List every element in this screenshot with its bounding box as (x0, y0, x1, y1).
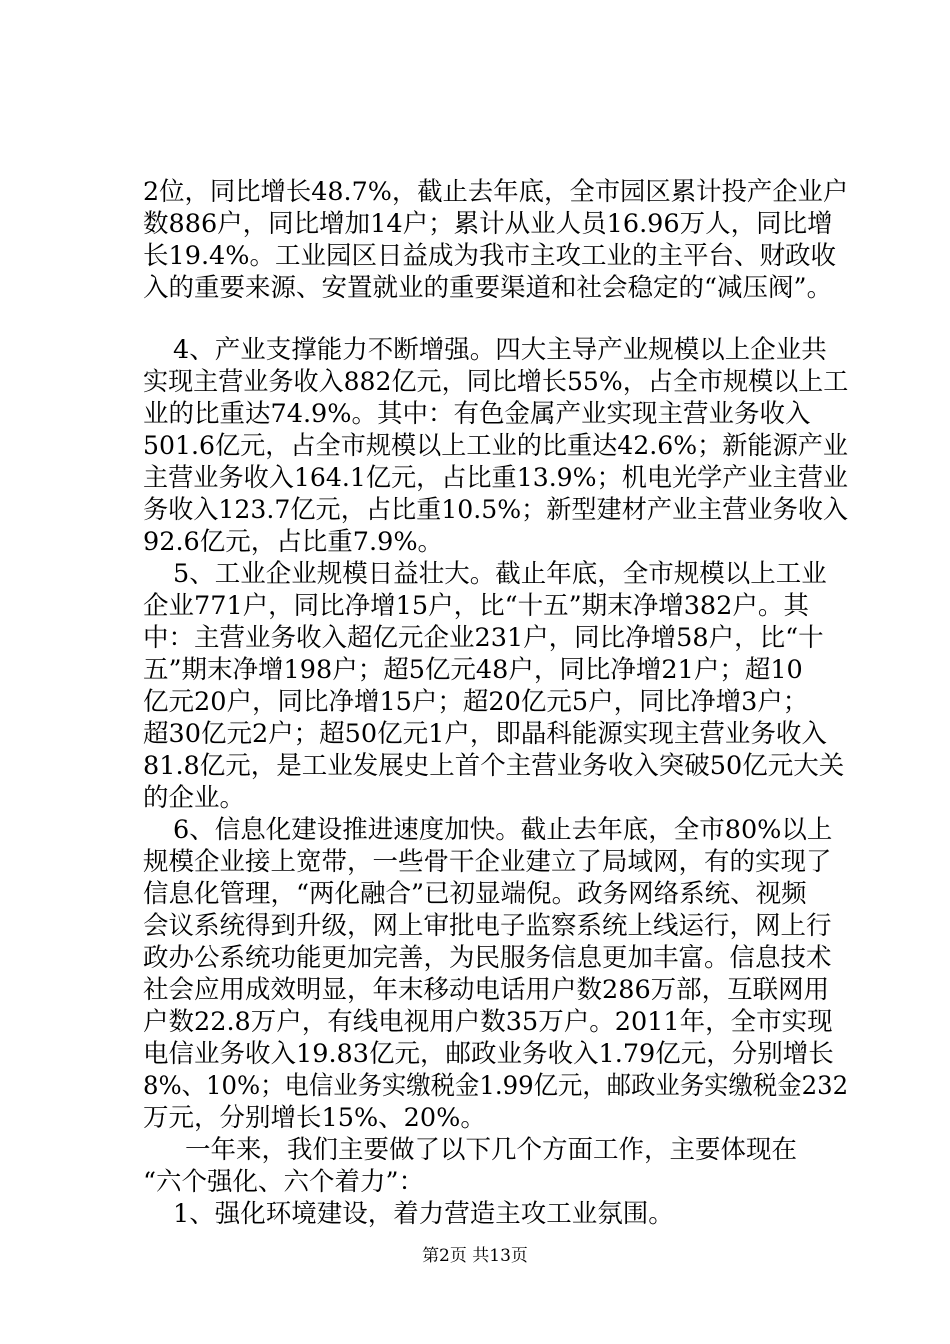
section-4-first-line: 4、产业支撑能力不断增强。四大主导产业规模以上企业共 (173, 335, 827, 365)
body-text-line: 主营业务收入164.1亿元，占比重13.9%；机电光学产业主营业 (143, 463, 849, 493)
body-text-line: 2位，同比增长48.7%，截止去年底，全市园区累计投产企业户 (143, 177, 849, 207)
body-text-line: 入的重要来源、安置就业的重要渠道和社会稳定的“减压阀”。 (143, 273, 833, 303)
page-number-footer: 第2页 共13页 (422, 1246, 528, 1266)
body-text-line: 户数22.8万户，有线电视用户数35万户。2011年，全市实现 (143, 1007, 833, 1037)
body-text-line: 81.8亿元，是工业发展史上首个主营业务收入突破50亿元大关 (143, 751, 845, 781)
section-5-first-line: 5、工业企业规模日益壮大。截止年底，全市规模以上工业 (173, 559, 827, 589)
body-text-line: “六个强化、六个着力”： (143, 1167, 425, 1197)
item-1-heading: 1、强化环境建设，着力营造主攻工业氛围。 (173, 1199, 674, 1229)
body-text-line: 长19.4%。工业园区日益成为我市主攻工业的主平台、财政收 (143, 241, 837, 271)
body-text-line: 亿元20户，同比净增15户；超20亿元5户，同比净增3户； (143, 687, 809, 717)
body-text-line: 数886户，同比增加14户；累计从业人员16.96万人，同比增 (143, 209, 833, 239)
body-text-line: 92.6亿元，占比重7.9%。 (143, 527, 444, 557)
body-text-line: 会议系统得到升级，网上审批电子监察系统上线运行，网上行 (143, 911, 832, 941)
body-text-line: 万元，分别增长15%、20%。 (143, 1103, 486, 1133)
body-text-line: 501.6亿元，占全市规模以上工业的比重达42.6%；新能源产业 (143, 431, 849, 461)
body-text-line: 电信业务收入19.83亿元，邮政业务收入1.79亿元，分别增长 (143, 1039, 834, 1069)
body-text-line: 实现主营业务收入882亿元，同比增长55%，占全市规模以上工 (143, 367, 849, 397)
body-text-line: 政办公系统功能更加完善，为民服务信息更加丰富。信息技术 (143, 943, 832, 973)
body-text-line: 超30亿元2户；超50亿元1户，即晶科能源实现主营业务收入 (143, 719, 827, 749)
body-text-line: 的企业。 (143, 783, 246, 813)
body-text-line: 企业771户，同比净增15户，比“十五”期末净增382户。其 (143, 591, 809, 621)
body-text-line: 五”期末净增198户；超5亿元48户，同比净增21户；超10 (143, 655, 803, 685)
body-text-line: 8%、10%；电信业务实缴税金1.99亿元，邮政业务实缴税金232 (143, 1071, 849, 1101)
body-text-line: 社会应用成效明显，年末移动电话用户数286万部，互联网用 (143, 975, 830, 1005)
body-text-line: 务收入123.7亿元，占比重10.5%；新型建材产业主营业务收入 (143, 495, 849, 525)
section-6-first-line: 6、信息化建设推进速度加快。截止去年底，全市80%以上 (173, 815, 833, 845)
body-text-line: 信息化管理，“两化融合”已初显端倪。政务网络系统、视频 (143, 879, 807, 909)
body-text-line: 规模企业接上宽带，一些骨干企业建立了局域网，有的实现了 (143, 847, 832, 877)
body-text-line: 中：主营业务收入超亿元企业231户，同比净增58户，比“十 (143, 623, 824, 653)
summary-first-line: 一年来，我们主要做了以下几个方面工作，主要体现在 (185, 1135, 798, 1165)
body-text-line: 业的比重达74.9%。其中：有色金属产业实现主营业务收入 (143, 399, 811, 429)
